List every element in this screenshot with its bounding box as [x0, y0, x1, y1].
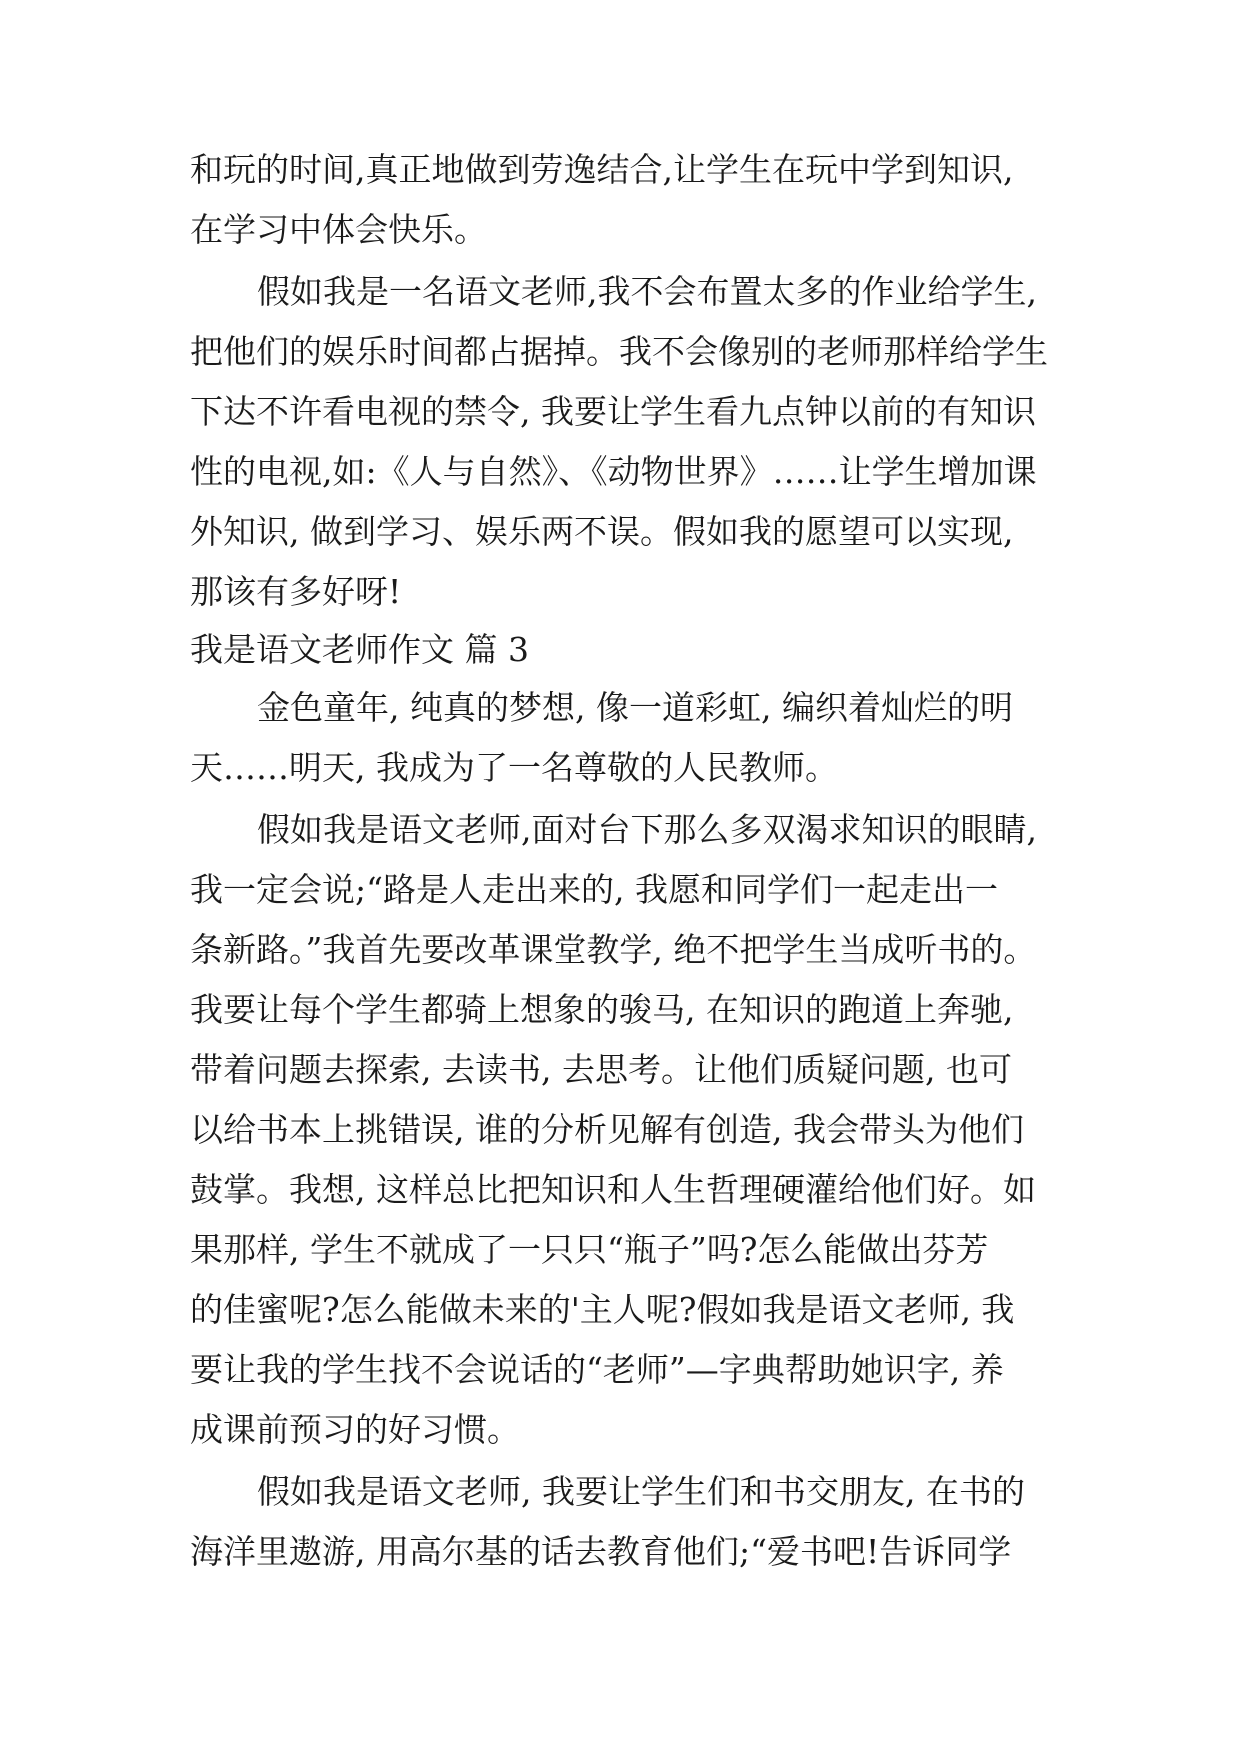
text-line: 那该有多好呀! — [190, 572, 402, 611]
section-heading: 我是语文老师作文 篇 3 — [190, 630, 529, 669]
text-line: 成课前预习的好习惯。 — [190, 1410, 520, 1449]
text-line: 果那样, 学生不就成了一只只“瓶子”吗?怎么能做出芬芳 — [190, 1230, 989, 1269]
text-line: 海洋里遨游, 用高尔基的话去教育他们;“爱书吧!告诉同学 — [190, 1532, 1012, 1571]
text-line: 外知识, 做到学习、娱乐两不误。假如我的愿望可以实现, — [190, 512, 1014, 551]
text-line: 在学习中体会快乐。 — [190, 210, 487, 249]
text-line: 带着问题去探索, 去读书, 去思考。让他们质疑问题, 也可 — [190, 1050, 1012, 1089]
text-line: 天……明天, 我成为了一名尊敬的人民教师。 — [190, 748, 838, 787]
paragraph-first-line: 假如我是语文老师,面对台下那么多双渴求知识的眼睛, — [257, 810, 1037, 849]
text-line: 条新路。”我首先要改革课堂教学, 绝不把学生当成听书的。 — [190, 930, 1037, 969]
text-line: 鼓掌。我想, 这样总比把知识和人生哲理硬灌给他们好。如 — [190, 1170, 1036, 1209]
text-line: 性的电视,如:《人与自然》、《动物世界》……让学生增加课 — [190, 452, 1037, 491]
text-line: 要让我的学生找不会说话的“老师”—字典帮助她识字, 养 — [190, 1350, 1004, 1389]
text-line: 把他们的娱乐时间都占据掉。我不会像别的老师那样给学生 — [190, 332, 1048, 371]
paragraph-first-line: 假如我是一名语文老师,我不会布置太多的作业给学生, — [257, 272, 1037, 311]
paragraph-first-line: 假如我是语文老师, 我要让学生们和书交朋友, 在书的 — [257, 1472, 1025, 1511]
text-line: 我一定会说;“路是人走出来的, 我愿和同学们一起走出一 — [190, 870, 998, 909]
text-line: 下达不许看电视的禁令, 我要让学生看九点钟以前的有知识 — [190, 392, 1036, 431]
paragraph-first-line: 金色童年, 纯真的梦想, 像一道彩虹, 编织着灿烂的明 — [257, 688, 1013, 727]
text-line: 我要让每个学生都骑上想象的骏马, 在知识的跑道上奔驰, — [190, 990, 1014, 1029]
text-line: 以给书本上挑错误, 谁的分析见解有创造, 我会带头为他们 — [190, 1110, 1024, 1149]
text-line: 的佳蜜呢?怎么能做未来的'主人呢?假如我是语文老师, 我 — [190, 1290, 1015, 1329]
text-line: 和玩的时间,真正地做到劳逸结合,让学生在玩中学到知识, — [190, 150, 1014, 189]
